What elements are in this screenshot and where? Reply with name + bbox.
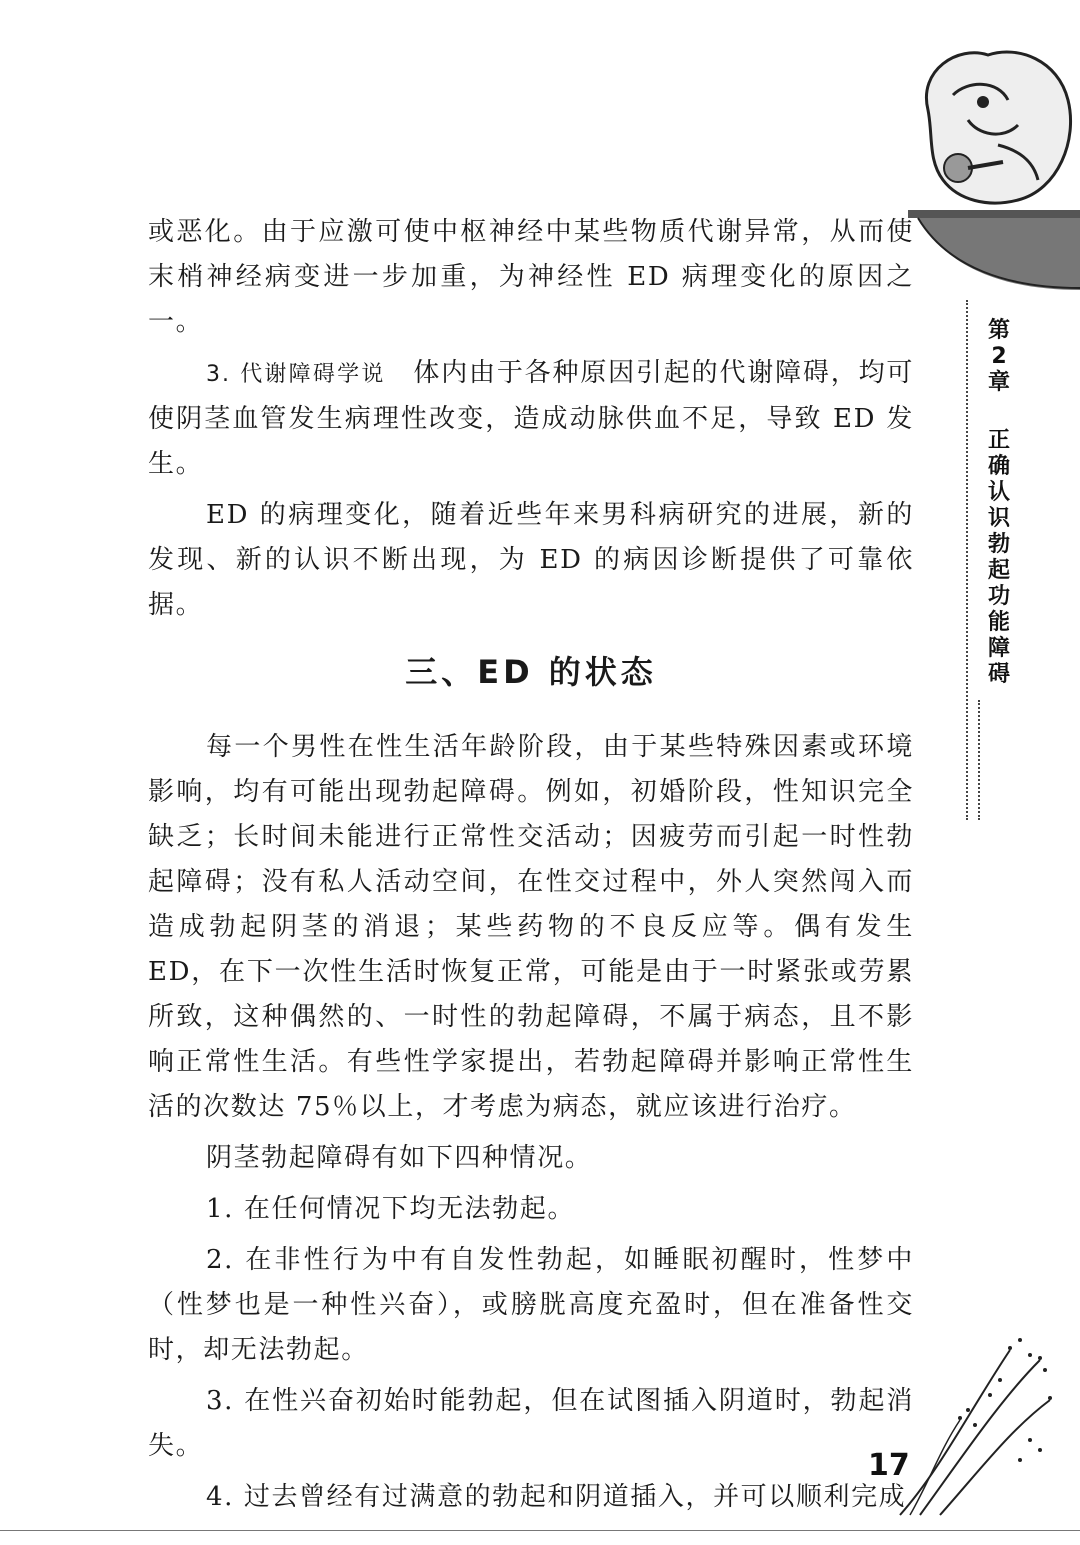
tab-border-inner [978,700,980,820]
title-char: 正 [987,428,1010,453]
chapter-side-tab [982,318,1016,688]
chapter-illustration [908,40,1080,300]
paragraph: ED 的病理变化，随着近些年来男科病研究的进展，新的发现、新的认识不断出现，为 ED 的病因诊断提供了可靠依据。 [148,500,914,620]
body-text [148,210,914,1526]
chapter-char: 章 [987,370,1010,395]
paragraph: 或恶化。由于应激可使中枢神经中某些物质代谢异常，从而使末梢神经病变进一步加重，为神经性 ED 病理变化的原因之一。 [148,217,914,337]
title-char: 勃 [987,532,1010,557]
title-char: 起 [987,558,1010,583]
title-char: 认 [987,480,1010,505]
paragraph: 阴茎勃起障碍有如下四种情况。 [206,1143,593,1173]
section-title: 三、ED 的状态 [405,653,657,691]
chapter-char: 第 [987,318,1010,343]
chapter-char: 2 [991,344,1007,369]
list-item: 2. 在非性行为中有自发性勃起，如睡眠初醒时，性梦中（性梦也是一种性兴奋），或膀胱高度充盈时，但在准备性交时，却无法勃起。 [148,1245,914,1365]
decorative-grass [880,1320,1060,1520]
list-item: 1. 在任何情况下均无法勃起。 [206,1194,576,1224]
paragraph: 每一个男性在性生活年龄阶段，由于某些特殊因素或环境影响，均有可能出现勃起障碍。例如，初婚阶段，性知识完全缺乏；长时间未能进行正常性交活动；因疲劳而引起一时性勃起障碍；没有私人活动空间，在性交过程中，外人突然闯入而造成勃起阴茎的消退；某些药物的不良反应等。偶有发生 ED，在下一次性生活时恢复正常，可能是由于一时紧张或劳累所致，这种偶然的、一时性的勃起障碍，不属于病态，且不影响正常性生活。有些性学家提出，若勃起障碍并影响正常性生活的次数达 75％以上，才考虑为病态，就应该进行治疗。 [148,732,914,1122]
title-char: 能 [987,610,1010,635]
page-number: 17 [868,1448,910,1483]
title-char: 识 [987,506,1010,531]
tab-border [966,300,968,820]
title-char: 障 [987,636,1010,661]
subsection-heading: 3. 代谢障碍学说 [206,362,386,387]
paragraph-text: 体内由于各种原因引起的代谢障碍，均可使阴茎血管发生病理性改变，造成动脉供血不足，导致 ED 发生。 [148,358,915,479]
title-char: 碍 [987,662,1010,687]
list-item: 3. 在性兴奋初始时能勃起，但在试图插入阴道时，勃起消失。 [148,1386,914,1461]
paragraph-metabolic [148,351,914,487]
list-item: 4. 过去曾经有过满意的勃起和阴道插入，并可以顺利完成 [206,1482,907,1512]
title-char: 确 [987,454,1010,479]
bottom-rule [0,1530,1080,1531]
title-char: 功 [987,584,1010,609]
